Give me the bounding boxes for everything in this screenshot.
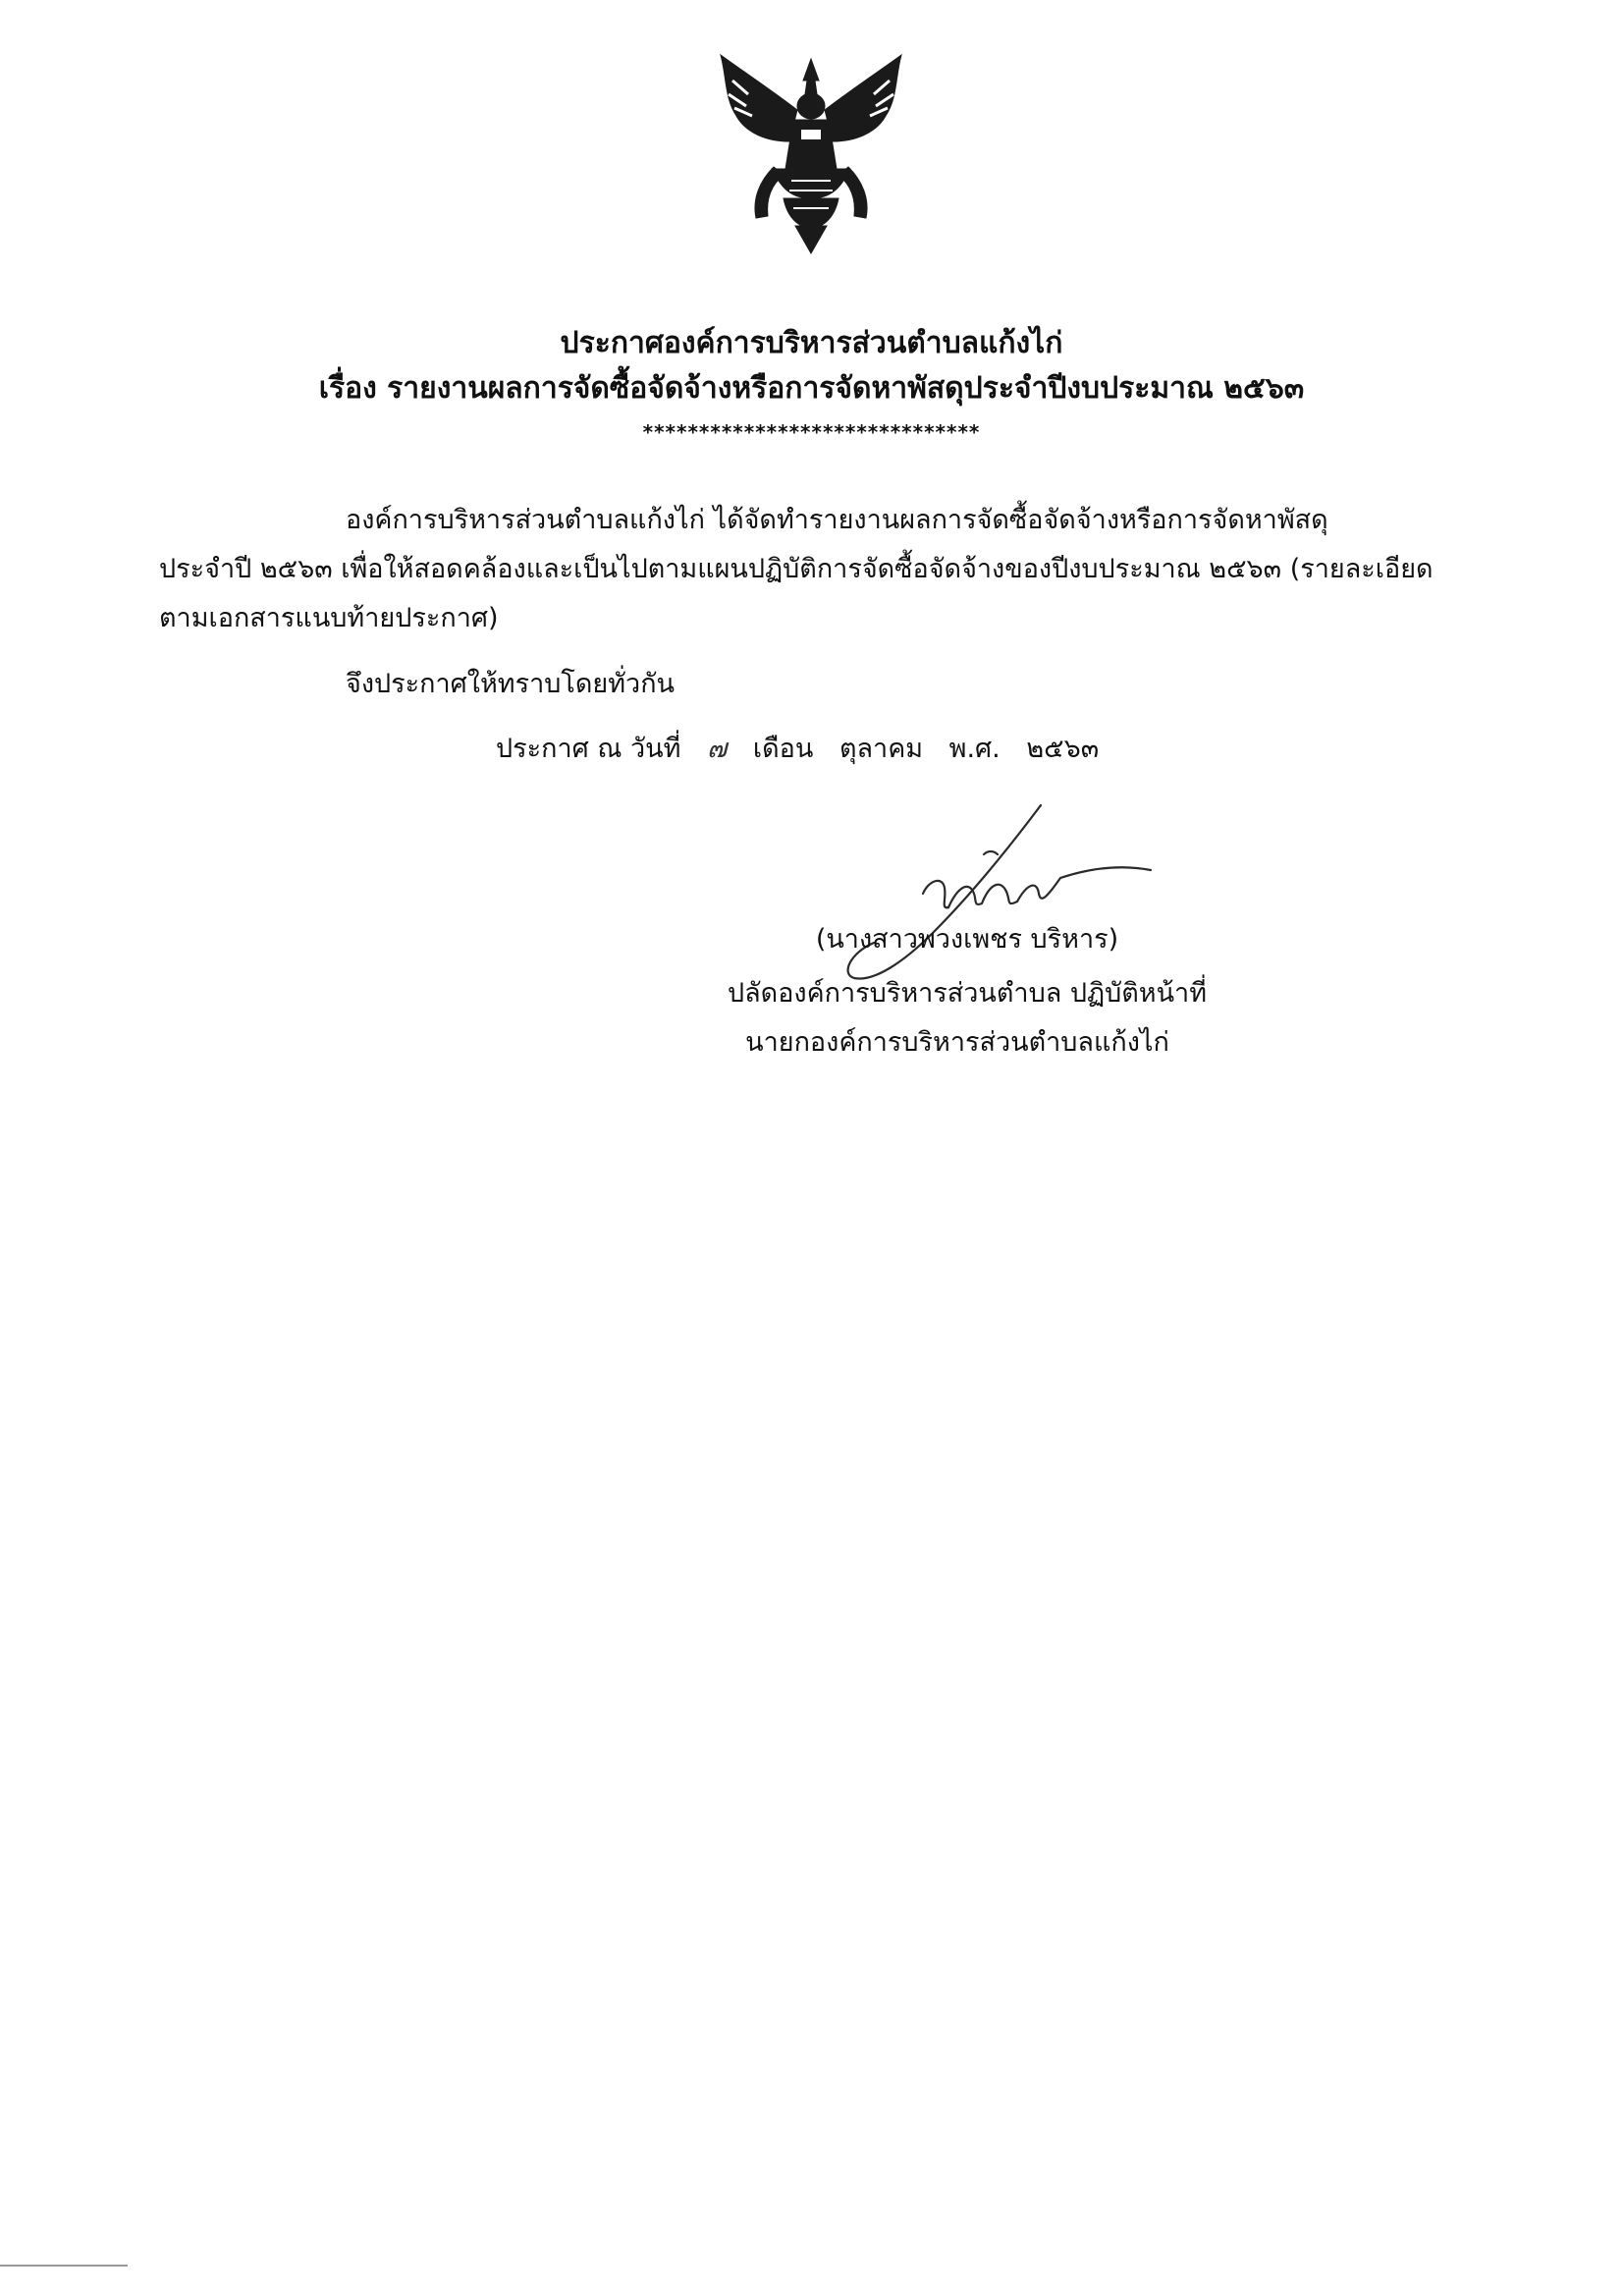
body-paragraph-line-1: องค์การบริหารส่วนตำบลแก้งไก่ ได้จัดทำรายงานผลการจัดซื้อจัดจ้างหรือการจัดหาพัสดุ [346,505,1328,535]
signatory-position-2: นายกองค์การบริหารส่วนตำบลแก้งไก่ [745,1027,1169,1058]
garuda-emblem-icon [713,51,909,257]
date-day: ๗ [707,734,728,764]
announcement-date [496,725,1116,774]
body-paragraph-line-3: ตามเอกสารแนบท้ายประกาศ) [159,603,499,633]
title-separator: ****************************** [642,420,981,444]
announcement-title: ประกาศองค์การบริหารส่วนตำบลแก้งไก่ [560,326,1063,360]
body-paragraph-line-2: ประจำปี ๒๕๖๓ เพื่อให้สอดคล้องและเป็นไปตามแผนปฏิบัติการจัดซื้อจัดจ้างของปีงบประมาณ ๒๕๖๓ (รายละเอียด [159,554,1434,584]
signatory-position-1: ปลัดองค์การบริหารส่วนตำบล ปฏิบัติหน้าที่ [727,978,1207,1009]
scan-edge-mark [0,2265,128,2267]
announcement-subject: เรื่อง รายงานผลการจัดซื้อจัดจ้างหรือการจัดหาพัสดุประจำปีงบประมาณ ๒๕๖๓ [318,371,1305,406]
signatory-name: (นางสาวพวงเพชร บริหาร) [815,924,1119,955]
date-year: ๒๕๖๓ [1026,734,1100,764]
closing-statement: จึงประกาศให้ทราบโดยทั่วกัน [346,669,675,699]
date-prefix: ประกาศ ณ วันที่ [496,734,681,764]
date-month-label: เดือน [752,734,814,764]
date-year-label: พ.ศ. [948,734,1001,764]
date-month: ตุลาคม [839,734,924,764]
